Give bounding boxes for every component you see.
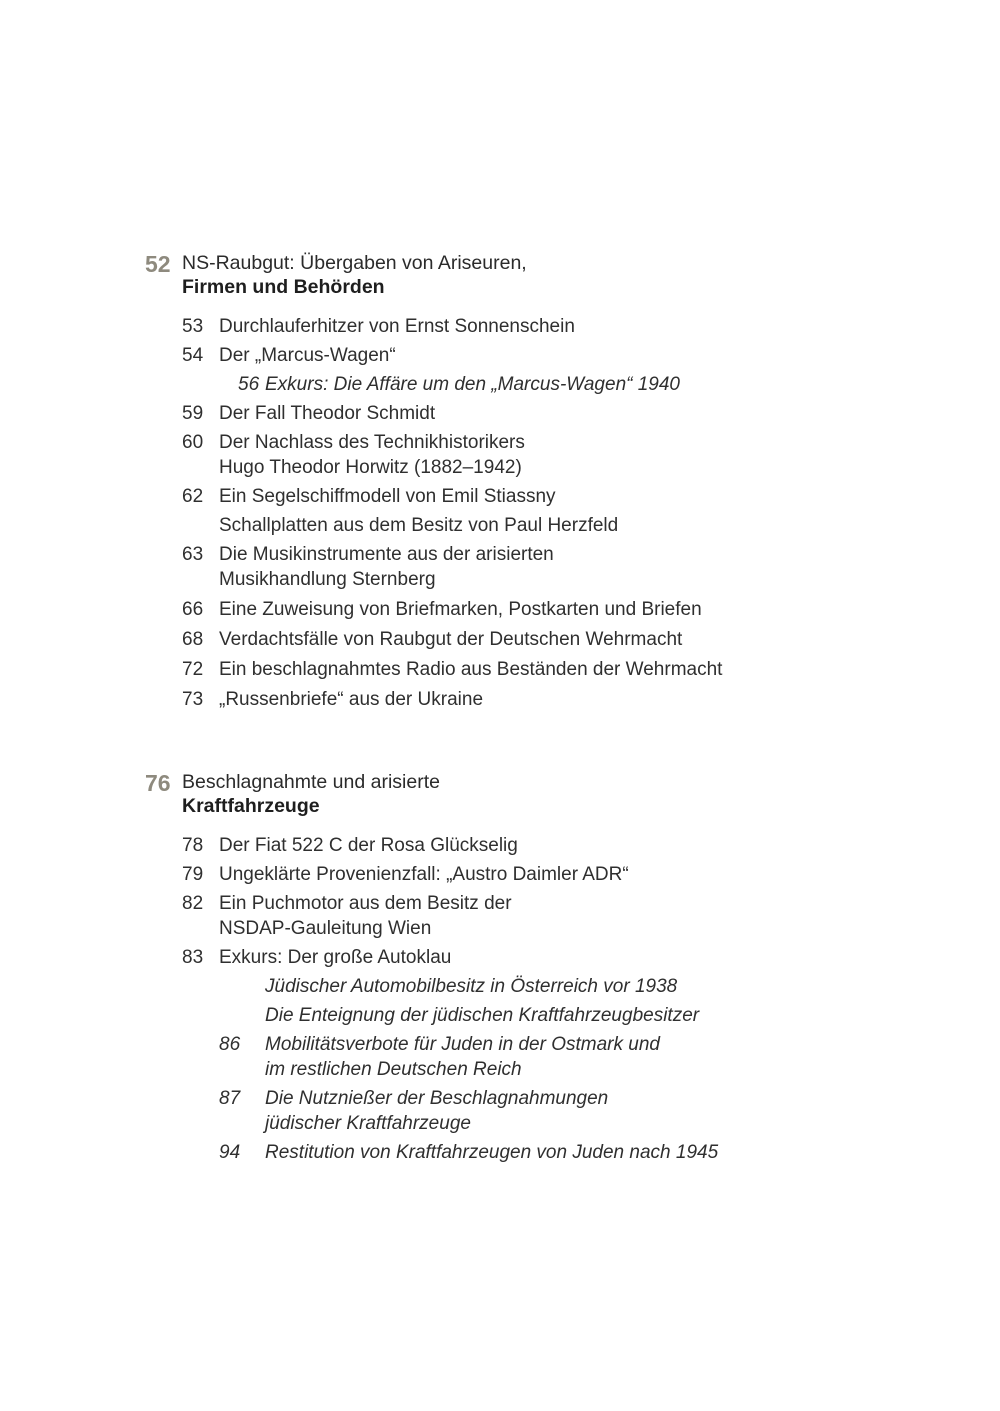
entry-title: Der Fall Theodor Schmidt [219,403,436,424]
entry-title-line2: NSDAP-Gauleitung Wien [219,918,432,939]
entry-title: Restitution von Kraftfahrzeugen von Juden nach 1945 [265,1142,719,1163]
entry-title [219,891,512,941]
section-title [182,770,440,818]
entry-title: Jüdischer Automobilbesitz in Österreich vor 1938 [265,976,678,997]
entry-page: 72 [182,659,204,680]
entry-page: 54 [182,345,204,366]
section-title [182,251,527,299]
entry-title [265,1032,660,1082]
section-number: 76 [145,770,171,796]
entry-title [219,542,554,592]
entry-page: 83 [182,947,204,968]
entry-page: 56 [238,374,260,395]
entry-title: Der Fiat 522 C der Rosa Glückselig [219,835,518,856]
entry-title: Exkurs: Die Affäre um den „Marcus-Wagen“ 1940 [265,374,681,395]
entry-page: 68 [182,629,204,650]
entry-page: 63 [182,544,204,565]
entry-title: Eine Zuweisung von Briefmarken, Postkarten und Briefen [219,599,702,620]
entry-page: 66 [182,599,204,620]
entry-page: 53 [182,316,204,337]
entry-page: 62 [182,486,204,507]
entry-page: 78 [182,835,204,856]
section-title-line2: Firmen und Behörden [182,276,385,298]
entry-title-line2: jüdischer Kraftfahrzeuge [265,1113,471,1134]
entry-page: 79 [182,864,204,885]
entry-page: 59 [182,403,204,424]
section-title-line2: Kraftfahrzeuge [182,795,320,817]
entry-title: „Russenbriefe“ aus der Ukraine [219,689,484,710]
entry-page: 60 [182,432,204,453]
entry-title: Durchlauferhitzer von Ernst Sonnenschein [219,316,575,337]
entry-title: Ein beschlagnahmtes Radio aus Beständen der Wehrmacht [219,659,723,680]
entry-title: Ein Segelschiffmodell von Emil Stiassny [219,486,556,507]
entry-title-line1: Die Musikinstrumente aus der arisierten [219,544,554,565]
entry-title: Verdachtsfälle von Raubgut der Deutschen Wehrmacht [219,629,683,650]
entry-title: Exkurs: Der große Autoklau [219,947,452,968]
section-number: 52 [145,251,171,277]
section-title-line1: NS-Raubgut: Übergaben von Ariseuren, [182,252,527,274]
entry-title: Schallplatten aus dem Besitz von Paul Herzfeld [219,515,619,536]
entry-title: Der „Marcus-Wagen“ [219,345,396,366]
entry-page: 73 [182,689,204,710]
entry-title-line1: Mobilitätsverbote für Juden in der Ostmark und [265,1034,660,1055]
section-title-line1: Beschlagnahmte und arisierte [182,771,440,793]
entry-title [265,1086,608,1136]
entry-page: 86 [219,1034,241,1055]
entry-title-line1: Ein Puchmotor aus dem Besitz der [219,893,512,914]
entry-title: Die Enteignung der jüdischen Kraftfahrzeugbesitzer [265,1005,700,1026]
entry-title [219,430,525,480]
entry-title-line2: Hugo Theodor Horwitz (1882–1942) [219,457,522,478]
entry-title-line2: im restlichen Deutschen Reich [265,1059,522,1080]
entry-title-line1: Die Nutznießer der Beschlagnahmungen [265,1088,609,1109]
entry-page: 94 [219,1142,241,1163]
entry-title-line2: Musikhandlung Sternberg [219,569,436,590]
entry-title-line1: Der Nachlass des Technikhistorikers [219,432,525,453]
entry-page: 82 [182,893,204,914]
entry-page: 87 [219,1088,241,1109]
entry-title: Ungeklärte Provenienzfall: „Austro Daimler ADR“ [219,864,629,885]
